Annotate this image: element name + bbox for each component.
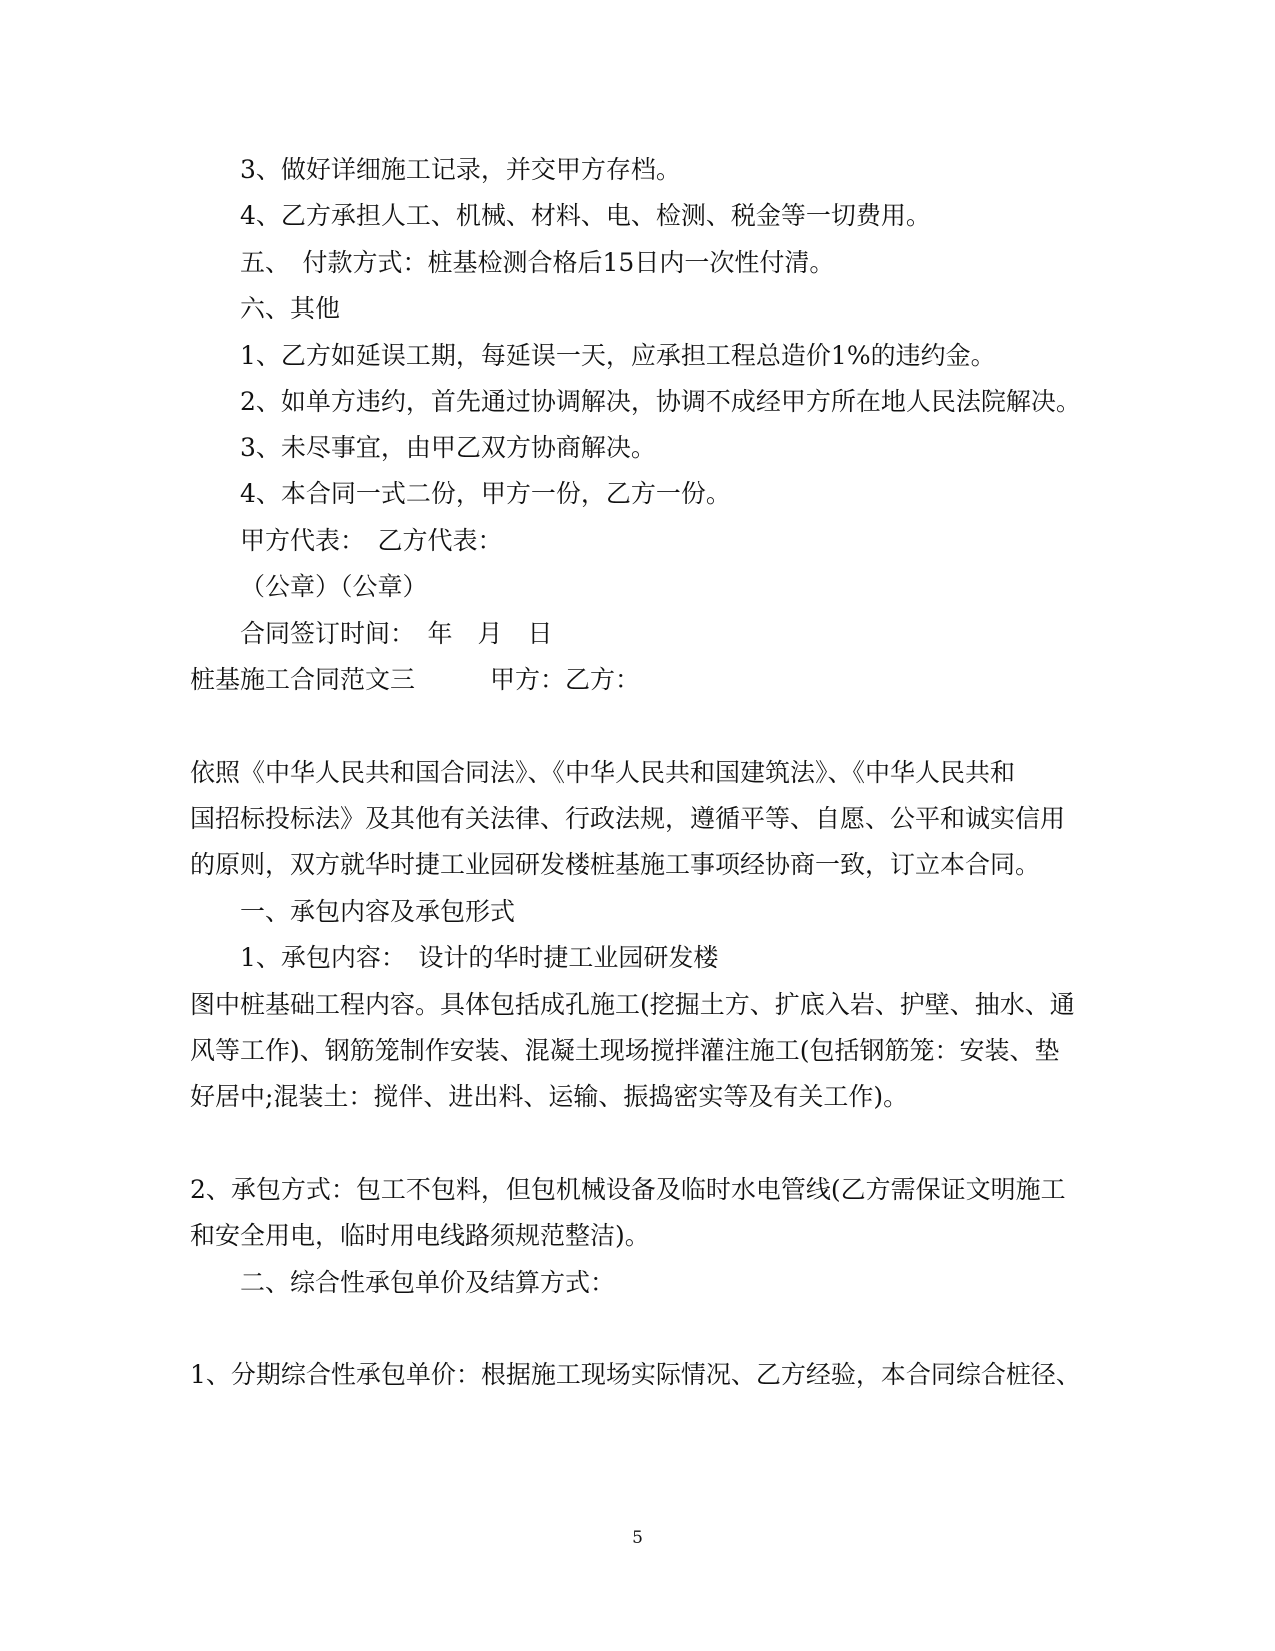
text-line: 五、 付款方式：桩基检测合格后15日内一次性付清。	[240, 248, 835, 277]
text-line: 1、乙方如延误工期，每延误一天，应承担工程总造价1%的违约金。	[240, 341, 996, 370]
section-heading: 一、承包内容及承包形式	[240, 897, 516, 926]
text-line: 4、乙方承担人工、机械、材料、电、检测、税金等一切费用。	[240, 201, 931, 230]
seal-line: （公章）（公章）	[240, 572, 428, 601]
section-heading: 六、其他	[240, 294, 341, 323]
paragraph-line: 依照《中华人民共和国合同法》、《中华人民共和国建筑法》、《中华人民共和	[190, 758, 1016, 787]
text-line: 4、本合同一式二份，甲方一份，乙方一份。	[240, 479, 731, 508]
text-line: 2、如单方违约，首先通过协调解决，协调不成经甲方所在地人民法院解决。	[240, 387, 1081, 416]
paragraph-line: 风等工作)、钢筋笼制作安装、混凝土现场搅拌灌注施工(包括钢筋笼：安装、垫	[190, 1036, 1060, 1065]
text-line: 1、承包内容： 设计的华时捷工业园研发楼	[240, 943, 719, 972]
paragraph-line: 的原则，双方就华时捷工业园研发楼桩基施工事项经协商一致，订立本合同。	[190, 850, 1041, 879]
signature-line: 甲方代表： 乙方代表：	[240, 526, 503, 555]
paragraph-line: 和安全用电，临时用电线路须规范整洁)。	[190, 1221, 650, 1250]
paragraph-line: 2、承包方式：包工不包料，但包机械设备及临时水电管线(乙方需保证文明施工	[190, 1175, 1066, 1204]
text-line: 3、做好详细施工记录，并交甲方存档。	[240, 155, 681, 184]
date-line: 合同签订时间： 年 月 日	[240, 619, 553, 648]
paragraph-line: 图中桩基础工程内容。具体包括成孔施工(挖掘土方、扩底入岩、护壁、抽水、通	[190, 990, 1075, 1019]
paragraph-line: 1、分期综合性承包单价：根据施工现场实际情况、乙方经验，本合同综合桩径、	[190, 1360, 1081, 1389]
text-line: 3、未尽事宜，由甲乙双方协商解决。	[240, 433, 656, 462]
paragraph-line: 国招标投标法》及其他有关法律、行政法规，遵循平等、自愿、公平和诚实信用	[190, 804, 1066, 833]
section-heading: 二、综合性承包单价及结算方式：	[240, 1268, 616, 1297]
contract-title-line: 桩基施工合同范文三 甲方：乙方：	[190, 665, 641, 694]
paragraph-line: 好居中;混装土：搅伴、进出料、运输、振捣密实等及有关工作)。	[190, 1082, 909, 1111]
page-number: 5	[632, 1528, 643, 1548]
